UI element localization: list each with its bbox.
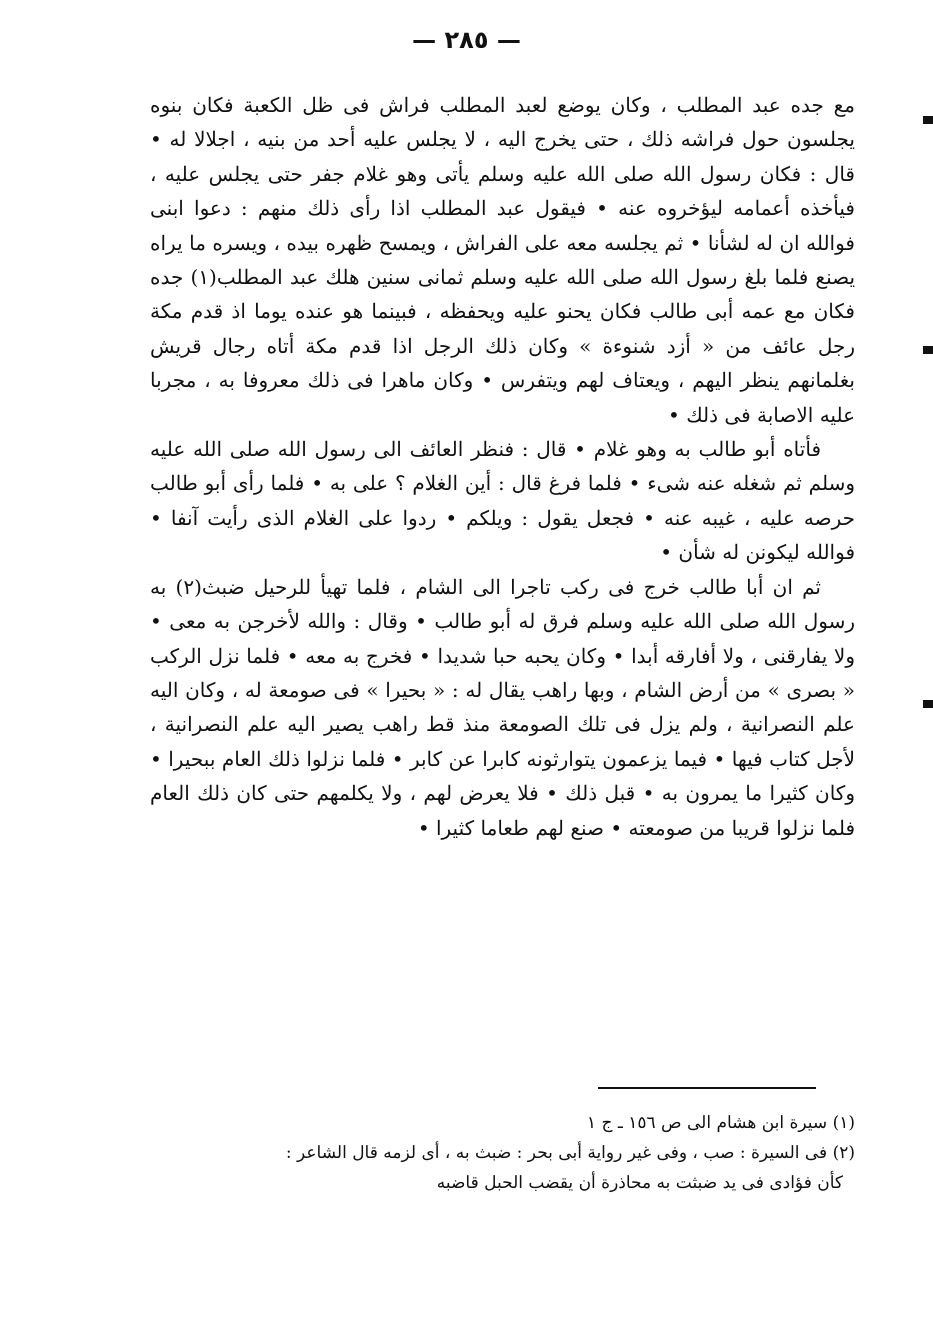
paragraph: ثم ان أبا طالب خرج فى ركب تاجرا الى الشام ، فلما تهيأ للرحيل ضبث(٢) به رسول الله صلى الله عليه وسلم فرق له أبو طالب • وقال : والله لأخرجن به معى • ولا يفارقنى ، ولا أفارقه أبدا • وكان يحبه حبا شديدا • فخرج به معه • فلما نزل الركب « بصرى » من أرض الشام ، وبها راهب يقال له : « بحيرا » فى صومعة له ، وكان اليه علم النصرانية ، ولم يزل فى تلك الصومعة منذ قط راهب يصير اليه علم النصرانية ، لأجل كتاب فيها • فيما يزعمون يتوارثونه كابرا عن كابر • فلما نزلوا ذلك العام ببحيرا • وكان كثيرا ما يمرون به • قبل ذلك • فلا يعرض لهم ، ولا يكلمهم حتى كان ذلك العام فلما نزلوا قريبا من صومعته • صنع لهم طعاما كثيرا • xyxy=(150,574,855,840)
scan-edge-mark xyxy=(923,700,933,708)
footnote-verse: كأن فؤادى فى يد ضبثت به محاذرة أن يقضب الحبل قاضبه xyxy=(436,1173,843,1193)
footnotes xyxy=(150,1108,855,1198)
main-text xyxy=(150,88,855,845)
page-number: — ٢٨٥ — xyxy=(412,26,521,54)
scan-edge-mark xyxy=(923,346,933,354)
footnote: (٢) فى السيرة : صب ، وفى غير رواية أبى بحر : ضبث به ، أى لزمه قال الشاعر : xyxy=(285,1143,855,1163)
footnote: (١) سيرة ابن هشام الى ص ١٥٦ ـ ج ١ xyxy=(586,1113,855,1133)
scan-edge-mark xyxy=(923,116,933,124)
paragraph: مع جده عبد المطلب ، وكان يوضع لعبد المطلب فراش فى ظل الكعبة فكان بنوه يجلسون حول فراشه ذلك ، حتى يخرج اليه ، لا يجلس عليه أحد من بنيه ، اجلالا له • قال : فكان رسول الله صلى الله عليه وسلم يأتى وهو غلام جفر حتى يجلس عليه ، فيأخذه أعمامه ليؤخروه عنه • فيقول عبد المطلب اذا رأى ذلك منهم : دعوا ابنى فوالله ان له لشأنا • ثم يجلسه معه على الفراش ، ويمسح ظهره بيده ، ويسره ما يراه يصنع فلما بلغ رسول الله صلى الله عليه وسلم ثمانى سنين هلك عبد المطلب(١) جده فكان مع عمه أبى طالب فكان يحنو عليه ويحفظه ، فبينما هو عنده يوما اذ قدم مكة رجل عائف من « أزد شنوءة » وكان ذلك الرجل اذا قدم مكة أتاه رجال قريش بغلمانهم ينظر اليهم ، ويعتاف لهم ويتفرس • وكان ماهرا فى ذلك معروفا به ، مجربا عليه الاصابة فى ذلك • xyxy=(150,93,856,427)
paragraph: فأتاه أبو طالب به وهو غلام • قال : فنظر العائف الى رسول الله صلى الله عليه وسلم ثم شغله عنه شىء • فلما فرغ قال : أين الغلام ؟ على به • فلما رأى أبو طالب حرصه عليه ، غيبه عنه • فجعل يقول : ويلكم • ردوا على الغلام الذى رأيت آنفا • فوالله ليكونن له شأن • xyxy=(150,437,855,565)
footnote-divider xyxy=(598,1087,816,1089)
